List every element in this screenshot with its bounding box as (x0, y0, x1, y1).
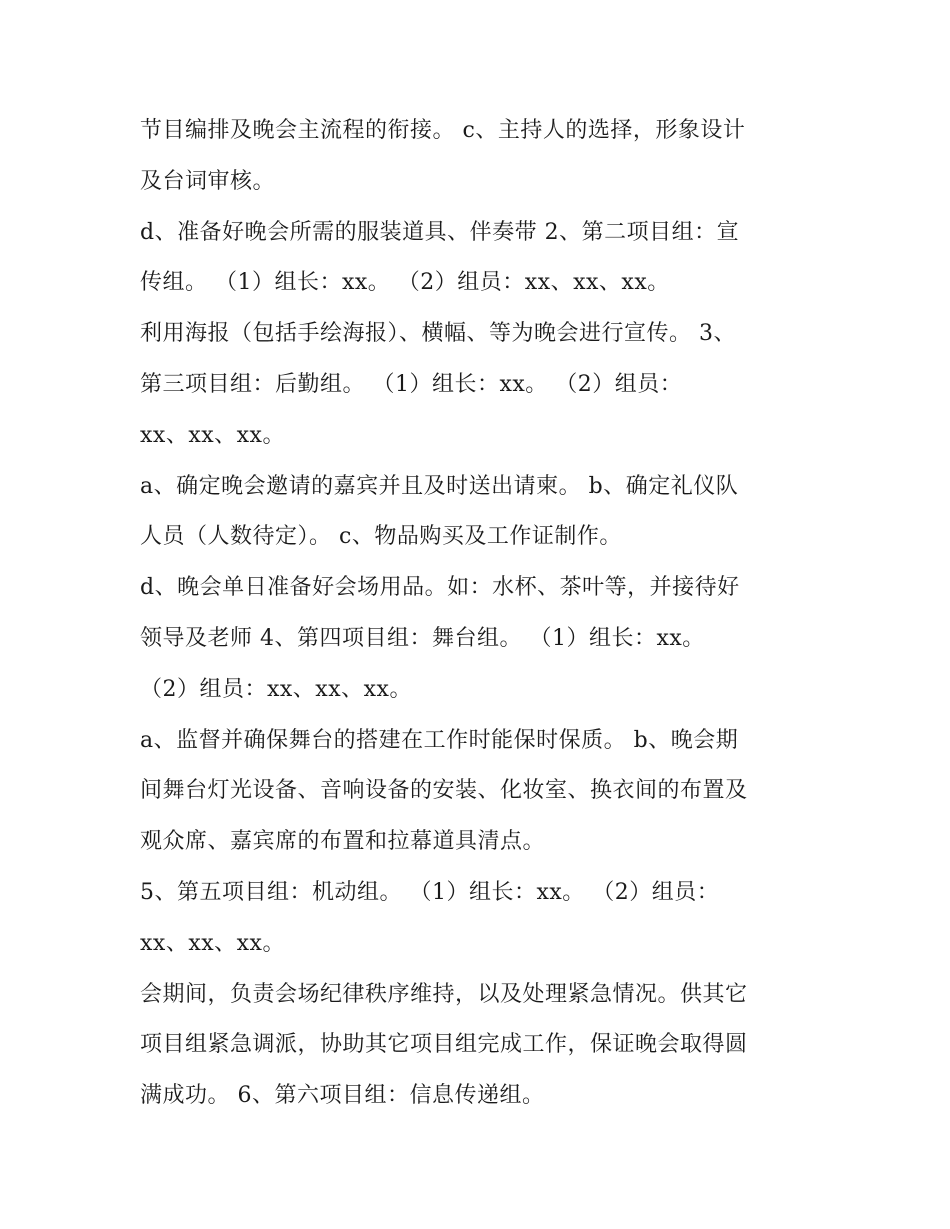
text-line: 项目组紧急调派，协助其它项目组完成工作，保证晚会取得圆 (140, 1032, 748, 1058)
text-line: （2）组员：xx、xx、xx。 (140, 676, 412, 702)
text-line: 观众席、嘉宾席的布置和拉幕道具清点。 (140, 829, 546, 855)
text-line: 利用海报（包括手绘海报）、横幅、等为晚会进行宣传。 3、 (140, 321, 736, 347)
text-line: 传组。 （1）组长：xx。 （2）组员：xx、xx、xx。 (140, 270, 670, 296)
text-line: 满成功。 6、第六项目组：信息传递组。 (140, 1083, 545, 1109)
text-line: 第三项目组：后勤组。 （1）组长：xx。 （2）组员： (140, 371, 683, 397)
text-line: 及台词审核。 (140, 168, 276, 194)
text-line: 5、第五项目组：机动组。 （1）组长：xx。 （2）组员： (140, 879, 720, 905)
text-line: 会期间，负责会场纪律秩序维持，以及处理紧急情况。供其它 (140, 981, 748, 1007)
text-line: d、准备好晚会所需的服装道具、伴奏带 2、第二项目组：宣 (140, 219, 740, 245)
text-line: xx、xx、xx。 (140, 422, 285, 448)
text-line: 节目编排及晚会主流程的衔接。 c、主持人的选择，形象设计 (140, 118, 746, 143)
text-line: 间舞台灯光设备、音响设备的安装、化妆室、换衣间的布置及 (140, 778, 748, 804)
text-line: 领导及老师 4、第四项目组：舞台组。 （1）组长：xx。 (140, 625, 705, 651)
text-line: a、确定晚会邀请的嘉宾并且及时送出请柬。 b、确定礼仪队 (140, 473, 739, 499)
text-line: d、晚会单日准备好会场用品。如：水杯、茶叶等，并接待好 (140, 575, 740, 601)
text-line: xx、xx、xx。 (140, 930, 285, 956)
text-line: a、监督并确保舞台的搭建在工作时能保时保质。 b、晚会期 (140, 727, 739, 753)
body-text (140, 106, 830, 1122)
text-line: 人员（人数待定）。 c、物品购买及工作证制作。 (140, 524, 622, 550)
